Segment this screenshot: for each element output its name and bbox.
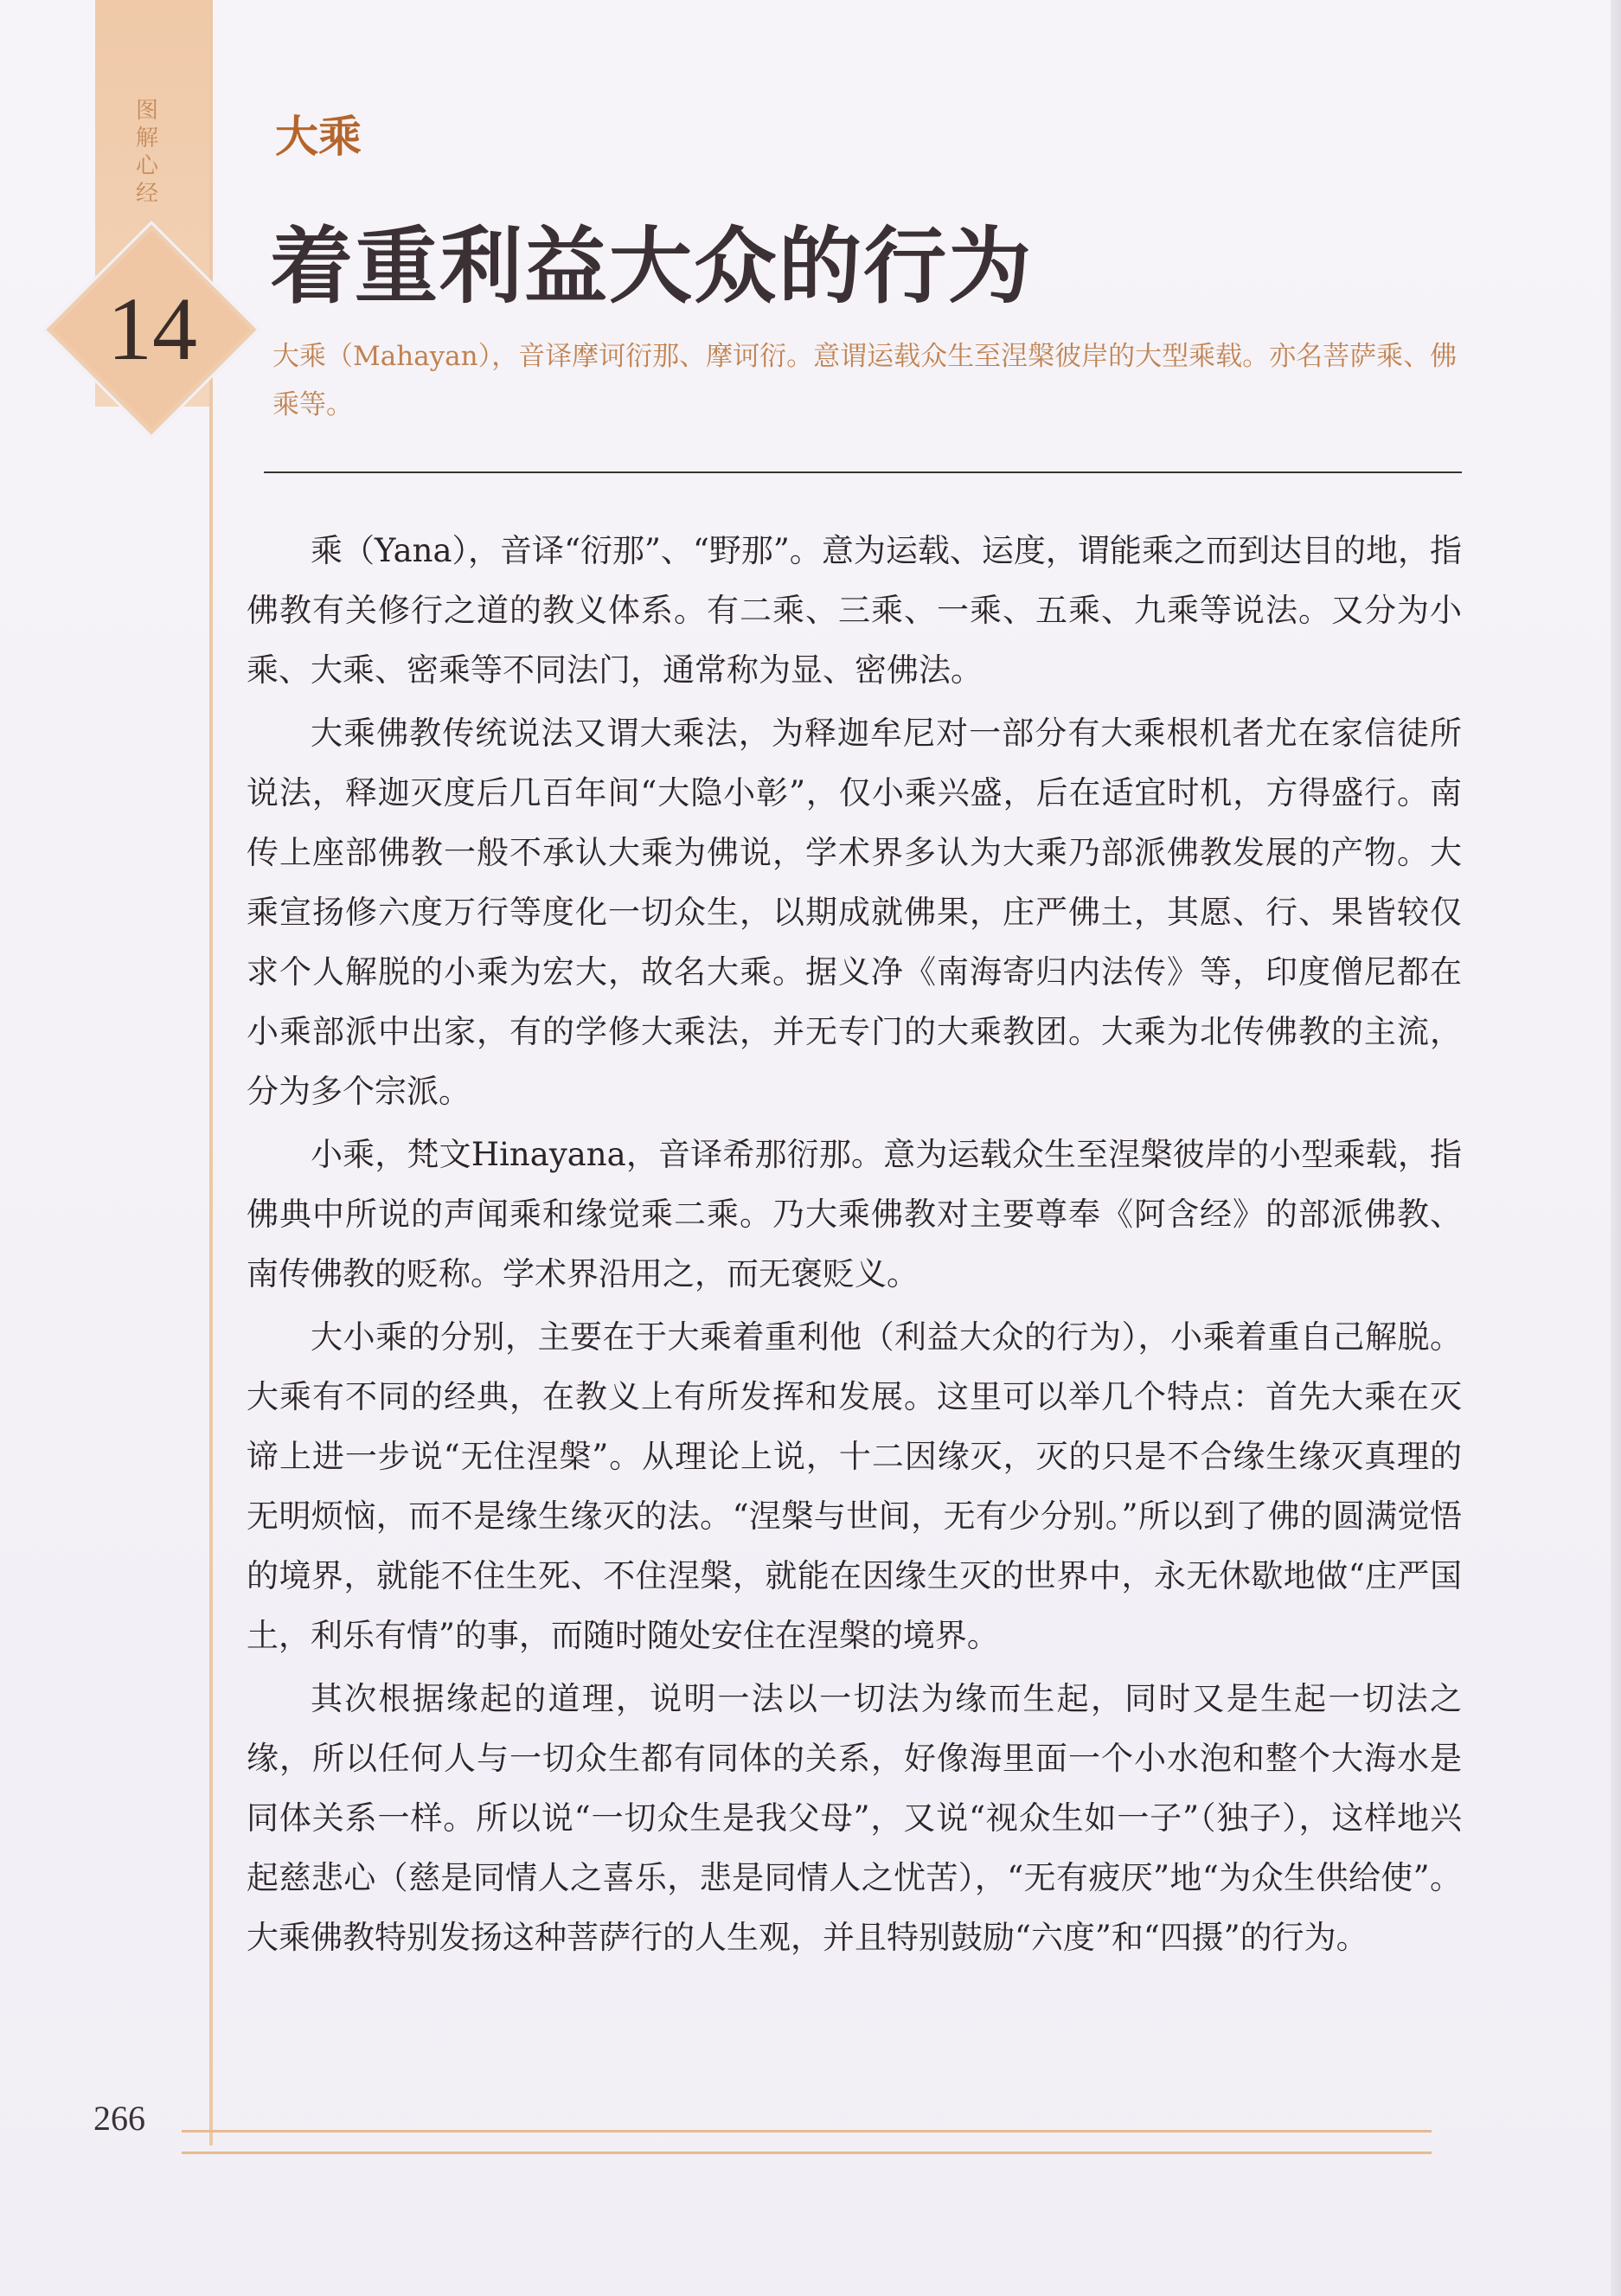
book-title-char: 经 <box>135 181 158 207</box>
page-title: 着重利益大众的行为 <box>270 218 1033 315</box>
chapter-number: 14 <box>107 279 197 379</box>
title-divider <box>264 471 1462 473</box>
footer-rule <box>182 2152 1432 2154</box>
book-title-char: 解 <box>135 125 158 151</box>
body-text <box>247 521 1462 1971</box>
page-edge-shadow <box>1611 0 1621 2296</box>
section-kicker: 大乘 <box>275 112 362 162</box>
body-paragraph: 小乘，梵文Hinayana，音译希那衍那。意为运载众生至涅槃彼岸的小型乘载，指佛典中所说的声闻乘和缘觉乘二乘。乃大乘佛教对主要尊奉《阿含经》的部派佛教、南传佛教的贬称。学术界沿用之，而无褒贬义。 <box>247 1136 1462 1292</box>
body-paragraph: 大乘佛教传统说法又谓大乘法，为释迦牟尼对一部分有大乘根机者尤在家信徒所说法，释迦灭度后几百年间“大隐小彰”，仅小乘兴盛，后在适宜时机，方得盛行。南传上座部佛教一般不承认大乘为佛说，学术界多认为大乘乃部派佛教发展的产物。大乘宣扬修六度万行等度化一切众生，以期成就佛果，庄严佛土，其愿、行、果皆较仅求个人解脱的小乘为宏大，故名大乘。据义净《南海寄归内法传》等，印度僧尼都在小乘部派中出家，有的学修大乘法，并无专门的大乘教团。大乘为北传佛教的主流，分为多个宗派。 <box>247 715 1462 1110</box>
body-paragraph: 大小乘的分别，主要在于大乘着重利他（利益大众的行为），小乘着重自己解脱。大乘有不同的经典，在教义上有所发挥和发展。这里可以举几个特点：首先大乘在灭谛上进一步说“无住涅槃”。从理论上说，十二因缘灭，灭的只是不合缘生缘灭真理的无明烦恼，而不是缘生缘灭的法。“涅槃与世间，无有少分别。”所以到了佛的圆满觉悟的境界，就能不住生死、不住涅槃，就能在因缘生灭的世界中，永无休歇地做“庄严国土，利乐有情”的事，而随时随处安住在涅槃的境界。 <box>247 1318 1462 1654</box>
page-number: 266 <box>93 2099 145 2138</box>
footer-rule <box>182 2130 1432 2132</box>
body-paragraph: 乘（Yana），音译“衍那”、“野那”。意为运载、运度，谓能乘之而到达目的地，指佛教有关修行之道的教义体系。有二乘、三乘、一乘、五乘、九乘等说法。又分为小乘、大乘、密乘等不同法门，通常称为显、密佛法。 <box>247 532 1462 689</box>
book-title-char: 心 <box>135 153 158 179</box>
body-paragraph: 其次根据缘起的道理，说明一法以一切法为缘而生起，同时又是生起一切法之缘，所以任何人与一切众生都有同体的关系，好像海里面一个小水泡和整个大海水是同体关系一样。所以说“一切众生是我父母”，又说“视众生如一子”（独子），这样地兴起慈悲心（慈是同情人之喜乐，悲是同情人之忧苦），“无有疲厌”地“为众生供给使”。大乘佛教特别发扬这种菩萨行的人生观，并且特别鼓励“六度”和“四摄”的行为。 <box>247 1680 1462 1956</box>
book-title-vertical <box>130 97 164 208</box>
intro-summary: 大乘（Mahayan），音译摩诃衍那、摩诃衍。意谓运载众生至涅槃彼岸的大型乘载。亦名菩萨乘、佛乘等。 <box>272 341 1458 420</box>
book-title-char: 图 <box>135 98 158 124</box>
